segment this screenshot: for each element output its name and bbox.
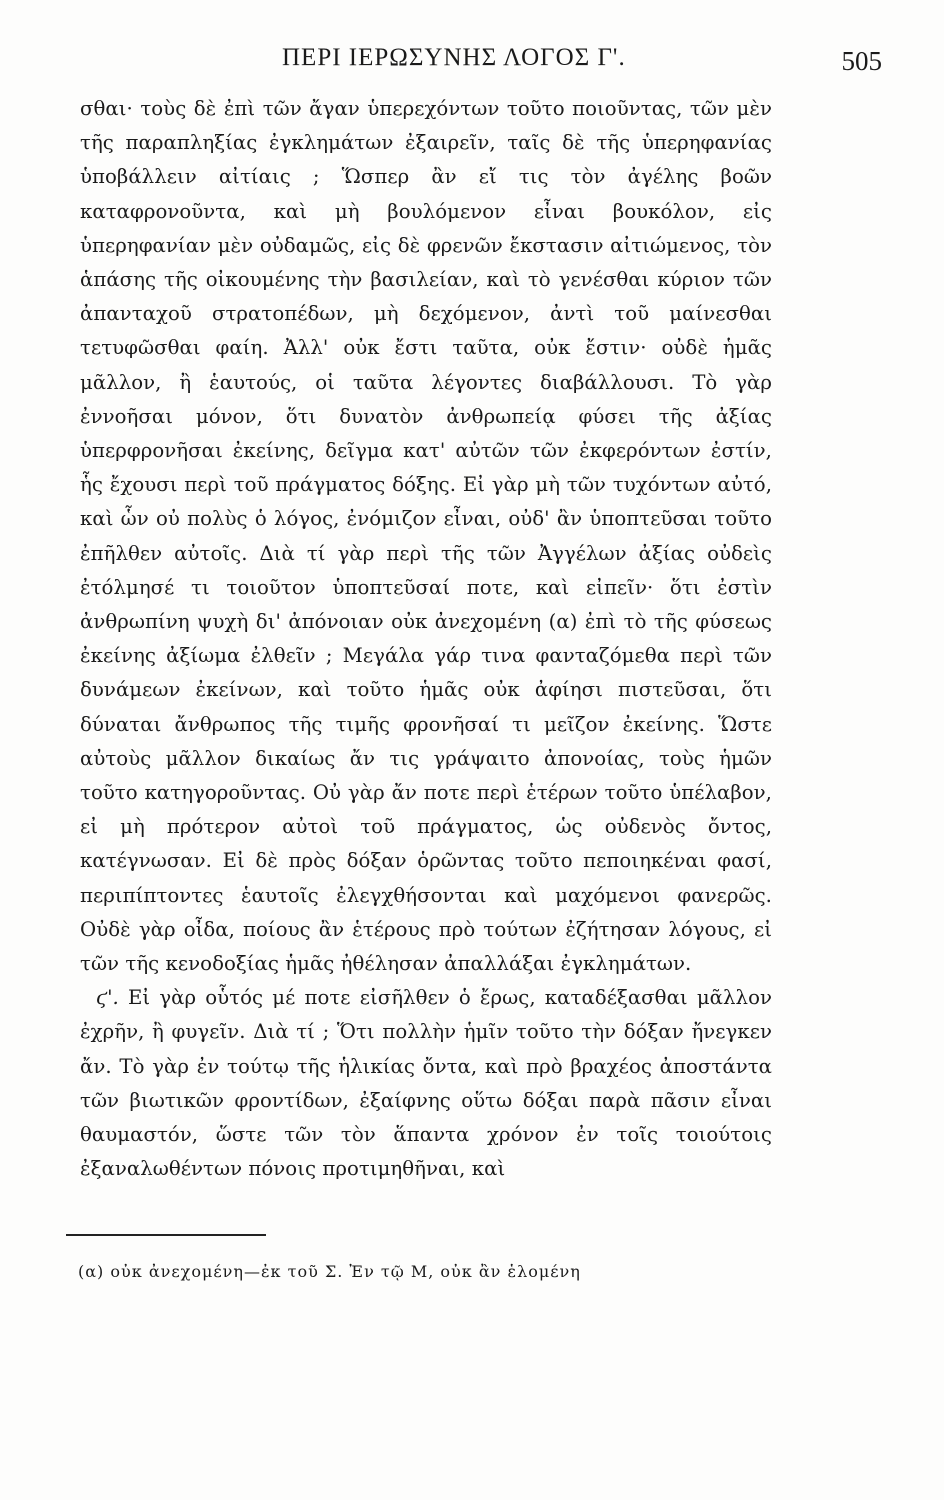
paragraph-text: Εἰ γὰρ οὗτός μέ ποτε εἰσῆλθεν ὁ ἔρως, καταδέξασθαι μᾶλλον ἐχρῆν, ἢ φυγεῖν. Διὰ τί ; Ὅτι πολλὴν ἡμῖν τοῦτο τὴν δόξαν ἤνεγκεν ἄν. Τὸ γὰρ ἐν τούτῳ τῆς ἡλικίας ὄντα, καὶ πρὸ βραχέος ἀποστάντα τῶν βιωτικῶν φροντίδων, ἐξαίφνης οὕτω δόξαι παρὰ πᾶσιν εἶναι θαυμαστόν, ὥστε τῶν τὸν ἅπαντα χρόνον ἐν τοῖς τοιούτοις ἐξαναλωθέντων πόνοις προτιμηθῆναι, καὶ [80,986,772,1181]
page-number: 505 [841,46,882,76]
footnote: (α) οὐκ ἀνεχομένη—ἐκ τοῦ Σ. Ἐν τῷ Μ, οὐκ ἂν ἑλομένη [78,1262,581,1281]
main-text [80,92,772,1187]
paragraph: σθαι· τοὺς δὲ ἐπὶ τῶν ἄγαν ὑπερεχόντων τοῦτο ποιοῦντας, τῶν μὲν τῆς παραπληξίας ἐγκλημάτων ἐξαιρεῖν, ταῖς δὲ τῆς ὑπερηφανίας ὑποβάλλειν αἰτίαις ; Ὥσπερ ἂν εἴ τις τὸν ἀγέλης βοῶν καταφρονοῦντα, καὶ μὴ βουλόμενον εἶναι βουκόλον, εἰς ὑπερηφανίαν μὲν οὐδαμῶς, εἰς δὲ φρενῶν ἔκστασιν αἰτιώμενος, τὸν ἁπάσης τῆς οἰκουμένης τὴν βασιλείαν, καὶ τὸ γενέσθαι κύριον τῶν ἀπανταχοῦ στρατοπέδων, μὴ δεχόμενον, ἀντὶ τοῦ μαίνεσθαι τετυφῶσθαι φαίη. Ἀλλ' οὐκ ἔστι ταῦτα, οὐκ ἔστιν· οὐδὲ ἡμᾶς μᾶλλον, ἢ ἑαυτούς, οἱ ταῦτα λέγοντες διαβάλλουσι. Τὸ γὰρ ἐννοῆσαι μόνον, ὅτι δυνατὸν ἀνθρωπείᾳ φύσει τῆς ἀξίας ὑπερφρονῆσαι ἐκείνης, δεῖγμα κατ' αὐτῶν τῶν ἐκφερόντων ἐστίν, ἧς ἔχουσι περὶ τοῦ πράγματος δόξης. Εἰ γὰρ μὴ τῶν τυχόντων αὐτό, καὶ ὧν οὐ πολὺς ὁ λόγος, ἐνόμιζον εἶναι, οὐδ' ἂν ὑποπτεῦσαι τοῦτο ἐπῆλθεν αὐτοῖς. Διὰ τί γὰρ περὶ τῆς τῶν Ἀγγέλων ἀξίας οὐδεὶς ἐτόλμησέ τι τοιοῦτον ὑποπτεῦσαί ποτε, καὶ εἰπεῖν· ὅτι ἐστὶν ἀνθρωπίνη ψυχὴ δι' ἀπόνοιαν οὐκ ἀνεχομένη (α) ἐπὶ τὸ τῆς φύσεως ἐκείνης ἀξίωμα ἐλθεῖν ; Μεγάλα γάρ τινα φανταζόμεθα περὶ τῶν δυνάμεων ἐκείνων, καὶ τοῦτο ἡμᾶς οὐκ ἀφίησι πιστεῦσαι, ὅτι δύναται ἄνθρωπος τῆς τιμῆς φρονῆσαί τι μεῖζον ἐκείνης. Ὥστε αὐτοὺς μᾶλλον δικαίως ἄν τις γράψαιτο ἀπονοίας, τοὺς ἡμῶν τοῦτο κατηγοροῦντας. Οὐ γὰρ ἄν ποτε περὶ ἑτέρων τοῦτο ὑπέλαβον, εἰ μὴ πρότερον αὐτοὶ τοῦ πράγματος, ὡς οὐδενὸς ὄντος, κατέγνωσαν. Εἰ δὲ πρὸς δόξαν ὁρῶντας τοῦτο πεποιηκέναι φασί, περιπίπτοντες ἑαυτοῖς ἐλεγχθήσονται καὶ μαχόμενοι φανερῶς. Οὐδὲ γὰρ οἶδα, ποίους ἂν ἑτέρους πρὸ τούτων ἐζήτησαν λόγους, εἰ τῶν τῆς κενοδοξίας ἡμᾶς ἠθέλησαν ἀπαλλάξαι ἐγκλημάτων. [80,97,772,976]
paragraph-section [80,981,772,1186]
page-header [72,44,882,84]
footnote-rule [66,1234,266,1236]
section-number: ϛ'. [96,986,119,1010]
running-title: ΠΕΡΙ ΙΕΡΩΣΥΝΗΣ ΛΟΓΟΣ Γ'. [282,44,626,71]
